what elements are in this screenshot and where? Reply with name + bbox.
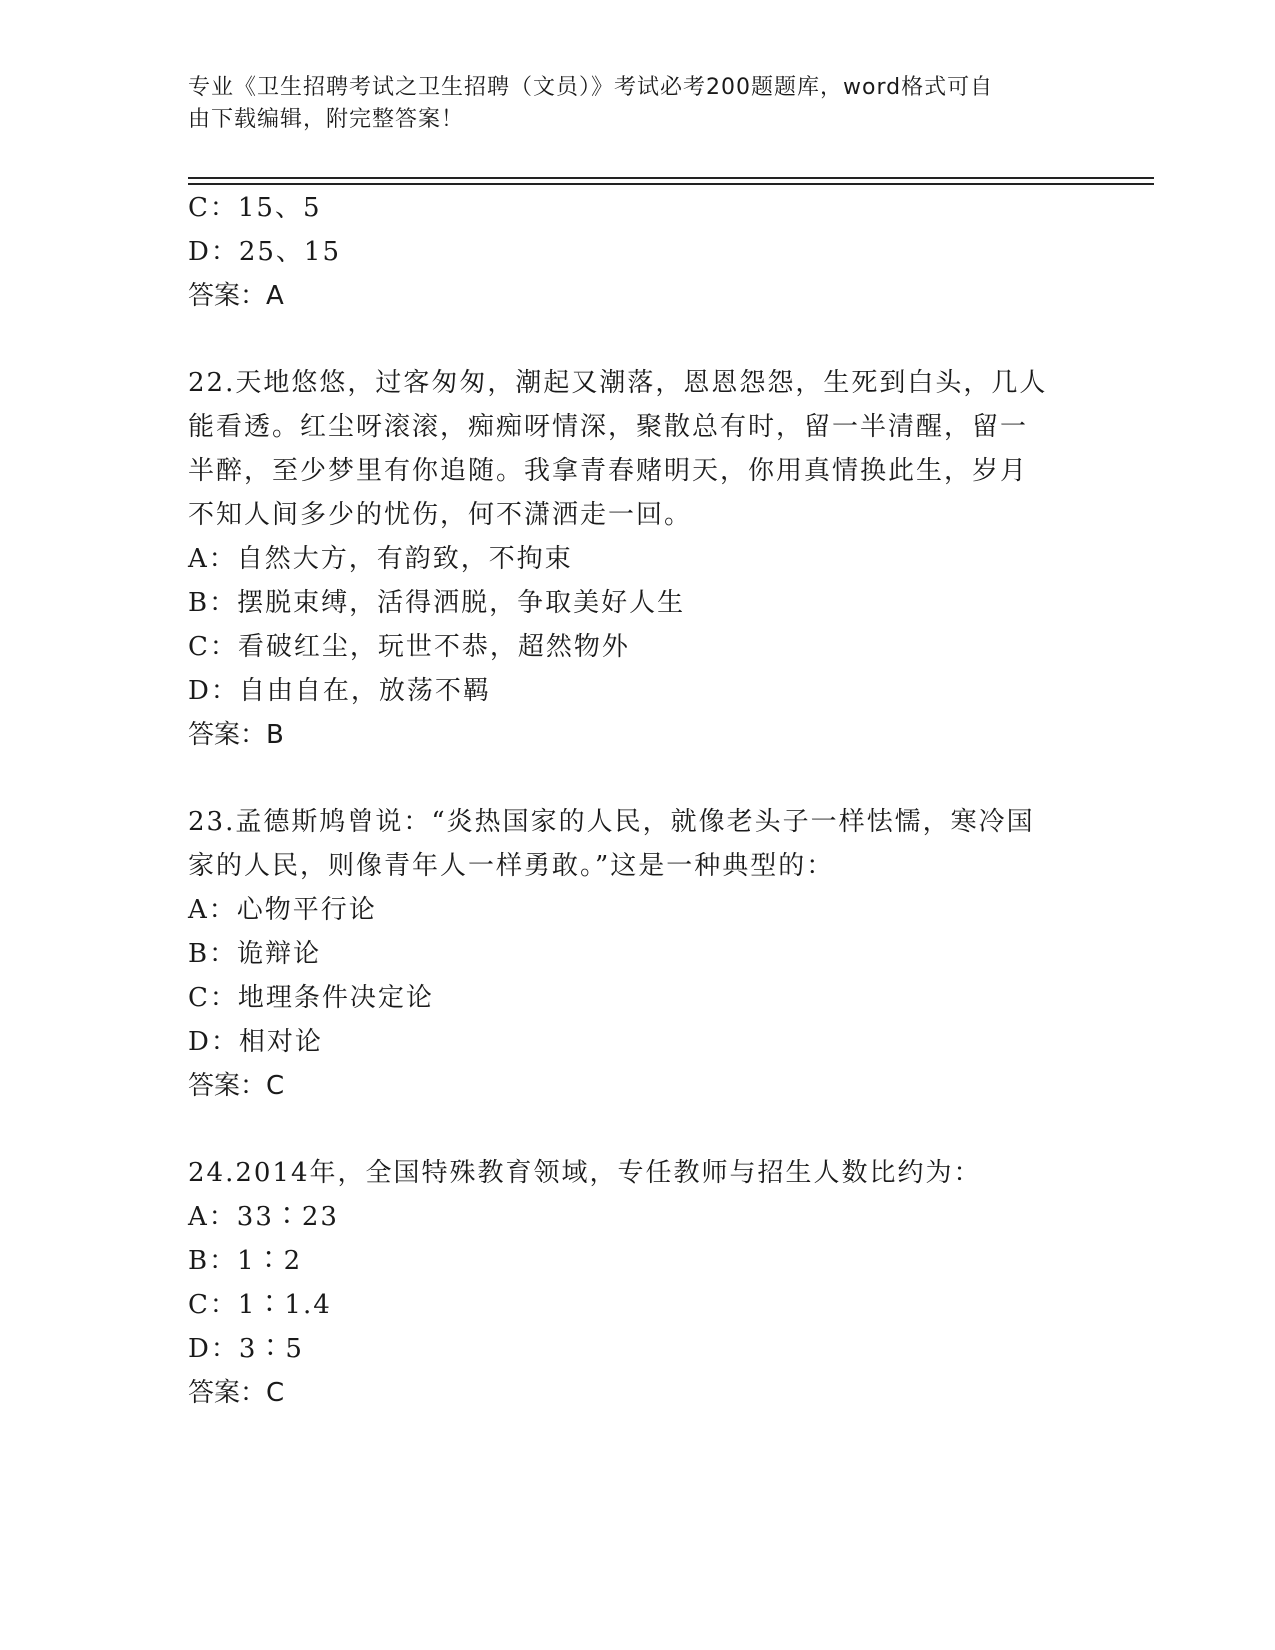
q22-answer: 答案：B <box>188 720 284 750</box>
q23-stem-line-2: 家的人民，则像青年人一样勇敢。”这是一种典型的： <box>188 851 835 881</box>
q23-option-c: C：地理条件决定论 <box>188 983 434 1013</box>
q24-answer: 答案：C <box>188 1378 285 1408</box>
q23-answer: 答案：C <box>188 1071 285 1101</box>
q22-stem-line-2: 能看透。红尘呀滚滚，痴痴呀情深，聚散总有时，留一半清醒，留一 <box>188 412 1029 442</box>
q23-stem-line-1: 23.孟德斯鸠曾说：“炎热国家的人民，就像老头子一样怯懦，寒冷国 <box>188 807 1035 837</box>
q22-option-d: D：自由自在，放荡不羁 <box>188 676 491 706</box>
q22-stem-line-4: 不知人间多少的忧伤，何不潇洒走一回。 <box>188 500 693 530</box>
prev-option-d: D：25、15 <box>188 237 342 267</box>
header-line-1: 专业《卫生招聘考试之卫生招聘（文员）》考试必考200题题库，word格式可自 <box>188 75 994 100</box>
q24-option-d: D：3∶5 <box>188 1334 304 1364</box>
q22-stem-line-3: 半醉，至少梦里有你追随。我拿青春赌明天，你用真情换此生，岁月 <box>188 456 1029 486</box>
q23-option-a: A：心物平行论 <box>188 895 377 925</box>
q24-option-c: C：1∶1.4 <box>188 1290 332 1320</box>
q24-stem-line-1: 24.2014年，全国特殊教育领域，专任教师与招生人数比约为： <box>188 1158 982 1188</box>
q22-option-c: C：看破红尘，玩世不恭，超然物外 <box>188 632 630 662</box>
prev-option-c: C：15、5 <box>188 193 322 223</box>
q24-option-a: A：33∶23 <box>188 1202 339 1232</box>
q23-option-d: D：相对论 <box>188 1027 323 1057</box>
q22-option-b: B：摆脱束缚，活得洒脱，争取美好人生 <box>188 588 686 618</box>
q22-stem-line-1: 22.天地悠悠，过客匆匆，潮起又潮落，恩恩怨怨，生死到白头，几人 <box>188 368 1048 398</box>
q24-option-b: B：1∶2 <box>188 1246 303 1276</box>
header-rule-bottom <box>188 183 1154 185</box>
document-header <box>188 72 1068 136</box>
prev-answer: 答案：A <box>188 281 284 311</box>
q23-option-b: B：诡辩论 <box>188 939 322 969</box>
q22-option-a: A：自然大方，有韵致，不拘束 <box>188 544 573 574</box>
header-line-2: 由下载编辑，附完整答案！ <box>188 107 465 132</box>
header-rule-top <box>188 177 1154 179</box>
